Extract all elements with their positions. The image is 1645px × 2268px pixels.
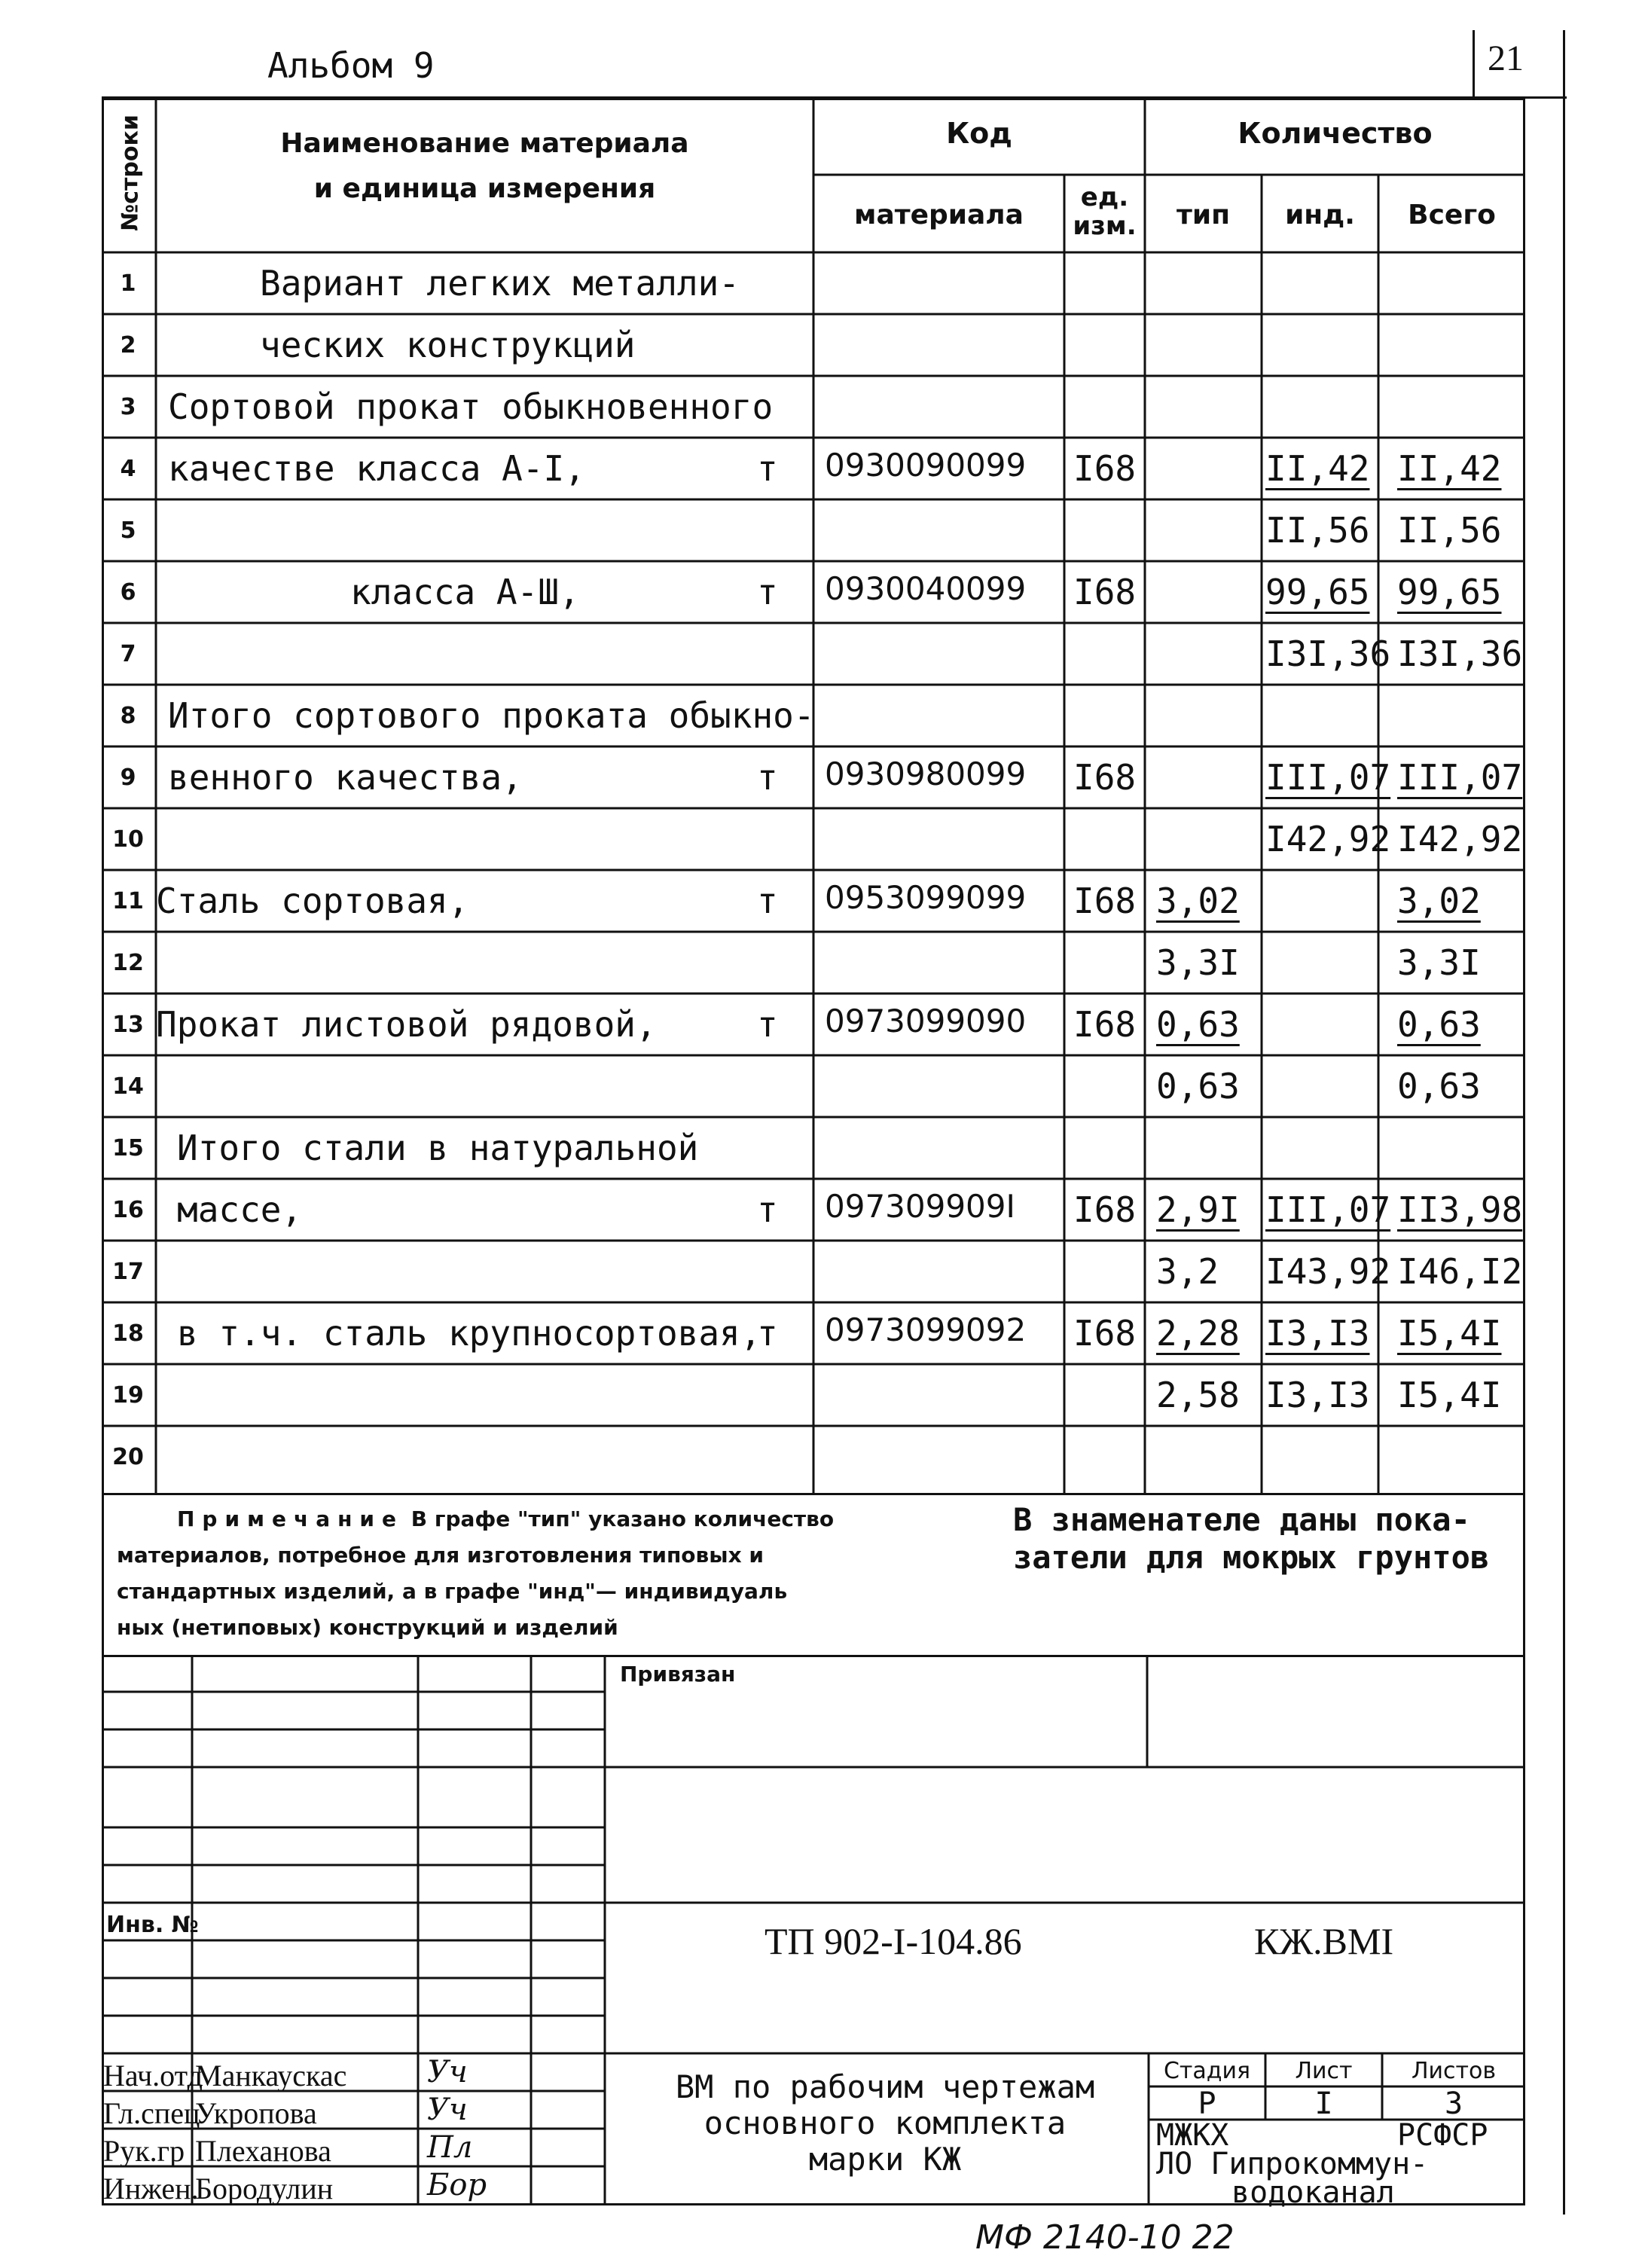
qty-ind-header: инд.	[1285, 200, 1355, 230]
unit-of-measure: т	[757, 1313, 778, 1354]
row-number: 6	[120, 579, 136, 606]
material-code: 0973099092	[825, 1311, 1027, 1348]
code-unit-header-1: ед.	[1080, 182, 1129, 212]
name-header-line1: Наименование материала	[280, 128, 689, 159]
signatory-name: Плеханова	[195, 2134, 331, 2168]
qty-total: I42,92	[1397, 819, 1523, 859]
note-text-line4: ных (нетиповых) конструкций и изделий	[117, 1615, 618, 1640]
name-header-line2: и единица измерения	[313, 173, 656, 204]
unit-code: I68	[1073, 1004, 1137, 1045]
material-name: Итого сортового проката обыкно-	[168, 695, 815, 736]
unit-code: I68	[1073, 1313, 1137, 1354]
qty-ind: I3I,36	[1265, 633, 1391, 674]
qty-type: 0,63	[1156, 1004, 1240, 1045]
row-number: 11	[112, 888, 144, 914]
org-line3: водоканал	[1231, 2175, 1395, 2210]
row-number: 10	[112, 826, 144, 853]
org-line1-left: МЖКХ	[1156, 2118, 1229, 2153]
right-border	[1563, 30, 1565, 2215]
code-material-header: материала	[854, 200, 1024, 230]
materials-table	[102, 98, 1525, 1495]
footer-code: МФ 2140-10 22	[975, 2218, 1235, 2257]
qty-type-header: тип	[1177, 200, 1230, 230]
qty-total: 99,65	[1397, 572, 1502, 612]
qty-total: III,07	[1397, 757, 1523, 798]
unit-code: I68	[1073, 572, 1137, 612]
material-code: 0930040099	[825, 570, 1027, 607]
unit-of-measure: т	[757, 572, 778, 612]
qty-total: 0,63	[1397, 1004, 1481, 1045]
qty-total: I3I,36	[1397, 633, 1523, 674]
sheet-label: Лист	[1295, 2058, 1353, 2084]
page-number: 21	[1488, 38, 1524, 78]
row-number: 14	[112, 1073, 144, 1100]
org-line2: ЛО Гипрокоммун-	[1156, 2147, 1429, 2181]
qty-total: 3,3I	[1397, 942, 1481, 983]
qty-type: 3,02	[1156, 881, 1240, 921]
row-number: 3	[120, 394, 136, 420]
qty-total: 0,63	[1397, 1066, 1481, 1107]
doc-title-line2: основного комплекта	[703, 2105, 1067, 2141]
quantity-header: Количество	[1238, 117, 1433, 150]
row-number: 15	[112, 1135, 144, 1161]
note-right-line1: В знаменателе даны пока-	[1013, 1501, 1470, 1538]
privyazan-label: Привязан	[620, 1662, 736, 1687]
material-name: венного качества,	[168, 757, 523, 798]
qty-total: II,42	[1397, 448, 1502, 489]
signatory-role: Рук.гр	[103, 2134, 185, 2168]
row-number: 17	[112, 1259, 144, 1285]
signatory-name: Бородулин	[195, 2172, 334, 2205]
row-number: 9	[120, 765, 136, 791]
rownum-header: №строки	[117, 114, 144, 231]
signature: Бор	[427, 2168, 487, 2202]
material-name: класса А-Ш,	[350, 572, 580, 612]
signatory-name: Манкаускас	[195, 2059, 347, 2092]
row-number: 8	[120, 703, 136, 729]
unit-of-measure: т	[757, 448, 778, 489]
material-code: 0930980099	[825, 755, 1027, 792]
qty-type: 3,3I	[1156, 942, 1240, 983]
row-number: 5	[120, 517, 136, 544]
doc-code: ТП 902-I-104.86	[765, 1920, 1022, 1962]
qty-total-header: Всего	[1408, 200, 1496, 230]
inv-no-label: Инв. №	[106, 1912, 199, 1938]
title-block	[102, 1656, 1525, 2210]
doc-mark: КЖ.ВМI	[1254, 1920, 1394, 1962]
unit-of-measure: т	[757, 1189, 778, 1230]
row-number: 7	[120, 641, 136, 667]
code-unit-header-2: изм.	[1073, 211, 1137, 241]
signatory-role: Инжен.	[103, 2172, 199, 2205]
qty-total: II3,98	[1397, 1189, 1523, 1230]
qty-ind: II,56	[1265, 510, 1370, 551]
material-code: 0930090099	[825, 447, 1027, 484]
material-code: 0953099099	[825, 879, 1027, 916]
material-name: в т.ч. сталь крупносортовая,	[177, 1313, 761, 1354]
note-text-line1: В графе "тип" указано количество	[404, 1506, 835, 1531]
sheet-value: I	[1314, 2086, 1333, 2121]
qty-ind: I3,I3	[1265, 1375, 1370, 1415]
row-number: 12	[112, 950, 144, 976]
signature: Пл	[427, 2130, 473, 2165]
qty-total: I46,I2	[1397, 1251, 1523, 1292]
qty-type: 0,63	[1156, 1066, 1240, 1107]
qty-type: 2,58	[1156, 1375, 1240, 1415]
row-number: 2	[120, 332, 136, 359]
material-name: Сортовой прокат обыкновенного	[168, 386, 774, 427]
qty-type: 3,2	[1156, 1251, 1219, 1292]
row-number: 1	[120, 270, 136, 297]
note-text-line3: стандартных изделий, а в графе "инд"— индивидуаль	[117, 1579, 788, 1604]
signatory-role: Гл.спец	[103, 2096, 200, 2130]
row-number: 16	[112, 1197, 144, 1223]
material-name: Вариант легких металли-	[260, 263, 740, 304]
doc-title-line3: марки КЖ	[808, 2141, 962, 2178]
note-right-line2: затели для мокрых грунтов	[1013, 1539, 1490, 1576]
material-code: 0973099090	[825, 1003, 1027, 1039]
unit-code: I68	[1073, 757, 1137, 798]
material-name: Итого стали в натуральной	[177, 1128, 699, 1168]
stage-label: Стадия	[1163, 2058, 1251, 2084]
qty-type: 2,28	[1156, 1313, 1240, 1354]
qty-ind: III,07	[1265, 757, 1391, 798]
material-name: Прокат листовой рядовой,	[156, 1004, 657, 1045]
material-name: качестве класса А-I,	[168, 448, 585, 489]
sheets-label: Листов	[1411, 2058, 1497, 2084]
qty-ind: III,07	[1265, 1189, 1391, 1230]
qty-ind: I43,92	[1265, 1251, 1391, 1292]
stage-value: Р	[1198, 2086, 1216, 2121]
row-number: 13	[112, 1012, 144, 1038]
sheets-value: 3	[1444, 2086, 1463, 2121]
qty-ind: 99,65	[1265, 572, 1370, 612]
row-number: 20	[112, 1444, 144, 1470]
unit-code: I68	[1073, 1189, 1137, 1230]
qty-ind: I3,I3	[1265, 1313, 1370, 1354]
material-name: ческих конструкций	[260, 325, 636, 365]
qty-type: 2,9I	[1156, 1189, 1240, 1230]
note-text-line2: материалов, потребное для изготовления типовых и	[117, 1543, 764, 1567]
signature: Уч	[427, 2092, 468, 2127]
qty-ind: II,42	[1265, 448, 1370, 489]
code-header: Код	[946, 117, 1012, 150]
signatory-role: Нач.отд	[103, 2059, 203, 2092]
signatory-name: Укропова	[195, 2096, 317, 2130]
row-number: 18	[112, 1320, 144, 1347]
unit-of-measure: т	[757, 757, 778, 798]
qty-total: 3,02	[1397, 881, 1481, 921]
unit-code: I68	[1073, 881, 1137, 921]
row-number: 19	[112, 1382, 144, 1409]
unit-of-measure: т	[757, 881, 778, 921]
material-name: Сталь сортовая,	[156, 881, 469, 921]
signature: Уч	[427, 2055, 468, 2089]
page-number-divider	[1473, 30, 1475, 98]
note-line1	[177, 1501, 834, 1537]
material-code: 097309909I	[825, 1188, 1015, 1225]
qty-total: I5,4I	[1397, 1375, 1502, 1415]
qty-ind: I42,92	[1265, 819, 1391, 859]
unit-code: I68	[1073, 448, 1137, 489]
row-number: 4	[120, 456, 136, 482]
org-line1-right: РСФСР	[1397, 2118, 1488, 2153]
note-label: Примечание	[177, 1506, 404, 1531]
doc-title-line1: ВМ по рабочим чертежам	[675, 2068, 1095, 2105]
qty-total: II,56	[1397, 510, 1502, 551]
qty-total: I5,4I	[1397, 1313, 1502, 1354]
note-block	[102, 1495, 1525, 1657]
unit-of-measure: т	[757, 1004, 778, 1045]
material-name: массе,	[177, 1189, 303, 1230]
album-label: Альбом 9	[267, 45, 435, 86]
